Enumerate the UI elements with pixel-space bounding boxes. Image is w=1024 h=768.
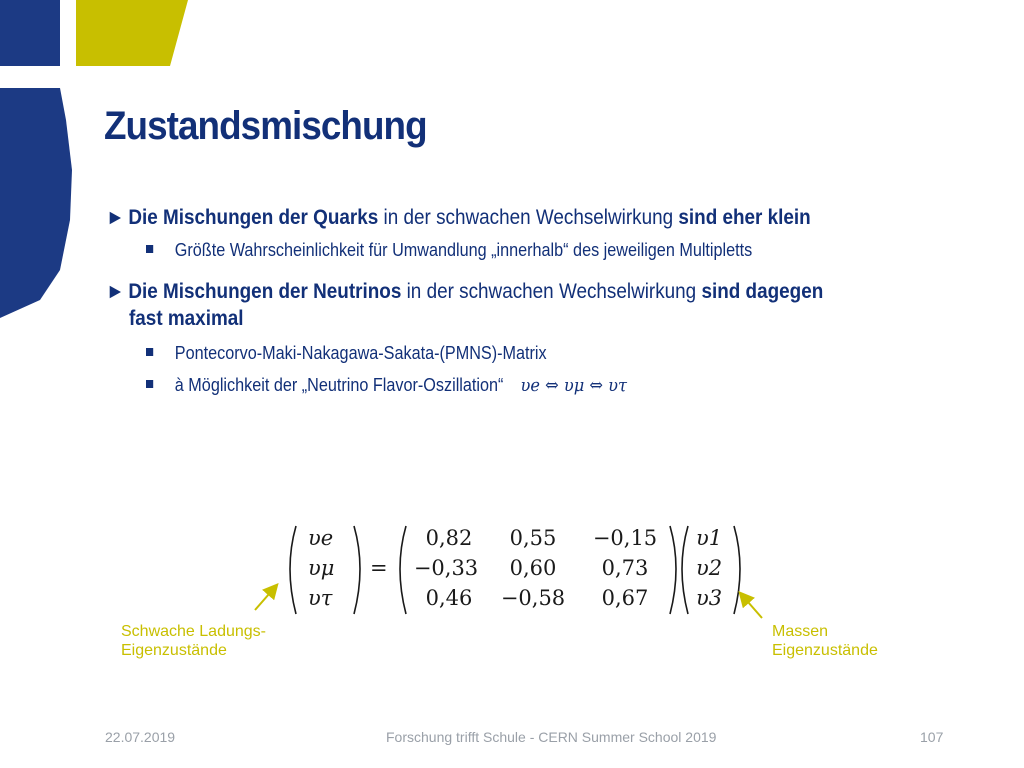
matrix-cell: 0,67	[601, 586, 649, 610]
left-vector-entry: υe	[308, 526, 334, 550]
right-vector-entry: υ1	[696, 526, 723, 550]
bullet-quarks	[106, 206, 811, 230]
left-vector-entry: υτ	[308, 586, 333, 610]
left-pointer-arrow-icon	[255, 586, 276, 610]
pmns-matrix-equation	[282, 520, 752, 620]
sub-bullet-oscillation	[146, 375, 627, 396]
sub-bullet-text: Pontecorvo-Maki-Nakagawa-Sakata-(PMNS)-Matrix	[174, 343, 547, 363]
caption-line: Schwache Ladungs-	[121, 623, 266, 640]
caption-weak-eigenstates	[121, 622, 266, 660]
bullet-quarks-bold: Die Mischungen der Quarks	[128, 206, 379, 229]
left-vector-entry: υμ	[308, 556, 335, 580]
square-bullet-icon	[146, 380, 153, 388]
footer-title: Forschung trifft Schule - CERN Summer School 2019	[386, 729, 717, 745]
matrix-cell: 0,46	[425, 586, 473, 610]
oscillation-formula	[521, 375, 627, 396]
matrix-cell: 0,73	[601, 556, 649, 580]
page-title: Zustandsmischung	[104, 104, 427, 148]
caption-line: Eigenzustände	[121, 642, 227, 659]
bullet-quarks-text: in der schwachen Wechselwirkung	[378, 206, 679, 229]
sub-bullet-pmns	[146, 343, 547, 364]
footer-date: 22.07.2019	[105, 729, 176, 745]
matrix-cell: −0,33	[413, 556, 479, 580]
bullet-quarks-suffix: sind eher klein	[678, 206, 811, 229]
equals-sign: =	[370, 556, 388, 580]
matrix-cell: 0,55	[509, 526, 557, 550]
bullet-neutrinos-bold: Die Mischungen der Neutrinos	[128, 280, 402, 303]
bullet-neutrinos-suffix: sind dagegen	[701, 280, 824, 303]
matrix-cell: 0,82	[425, 526, 473, 550]
bullet-neutrinos	[106, 280, 823, 304]
triangle-bullet-icon: ►	[106, 280, 125, 303]
square-bullet-icon	[146, 245, 153, 253]
caption-line: Massen	[772, 623, 829, 640]
sub-bullet-text: à Möglichkeit der „Neutrino Flavor-Oszillation“	[174, 375, 504, 395]
square-bullet-icon	[146, 348, 153, 356]
caption-line: Eigenzustände	[772, 642, 878, 659]
matrix-cell: −0,15	[592, 526, 658, 550]
bullet-neutrinos-suffix2: fast maximal	[129, 307, 244, 330]
right-vector-entry: υ2	[696, 556, 723, 580]
nu-tau-symbol: υτ	[608, 375, 627, 396]
double-arrow-symbol: ⇔	[589, 375, 604, 396]
caption-mass-eigenstates	[772, 622, 878, 660]
sub-bullet-quarks	[146, 240, 752, 261]
nu-mu-symbol: υμ	[563, 375, 585, 396]
nu-e-symbol: υe	[520, 375, 540, 396]
bullet-neutrinos-text: in der schwachen Wechselwirkung	[401, 280, 702, 303]
matrix-cell: −0,58	[500, 586, 566, 610]
matrix-cell: 0,60	[509, 556, 557, 580]
bullet-neutrinos-line2	[129, 307, 244, 331]
right-vector-entry: υ3	[696, 586, 723, 610]
triangle-bullet-icon: ►	[106, 206, 125, 229]
footer-page-number: 107	[920, 729, 944, 745]
sub-bullet-text: Größte Wahrscheinlichkeit für Umwandlung „innerhalb“ des jeweiligen Multipletts	[174, 240, 753, 260]
double-arrow-symbol: ⇔	[545, 375, 559, 396]
